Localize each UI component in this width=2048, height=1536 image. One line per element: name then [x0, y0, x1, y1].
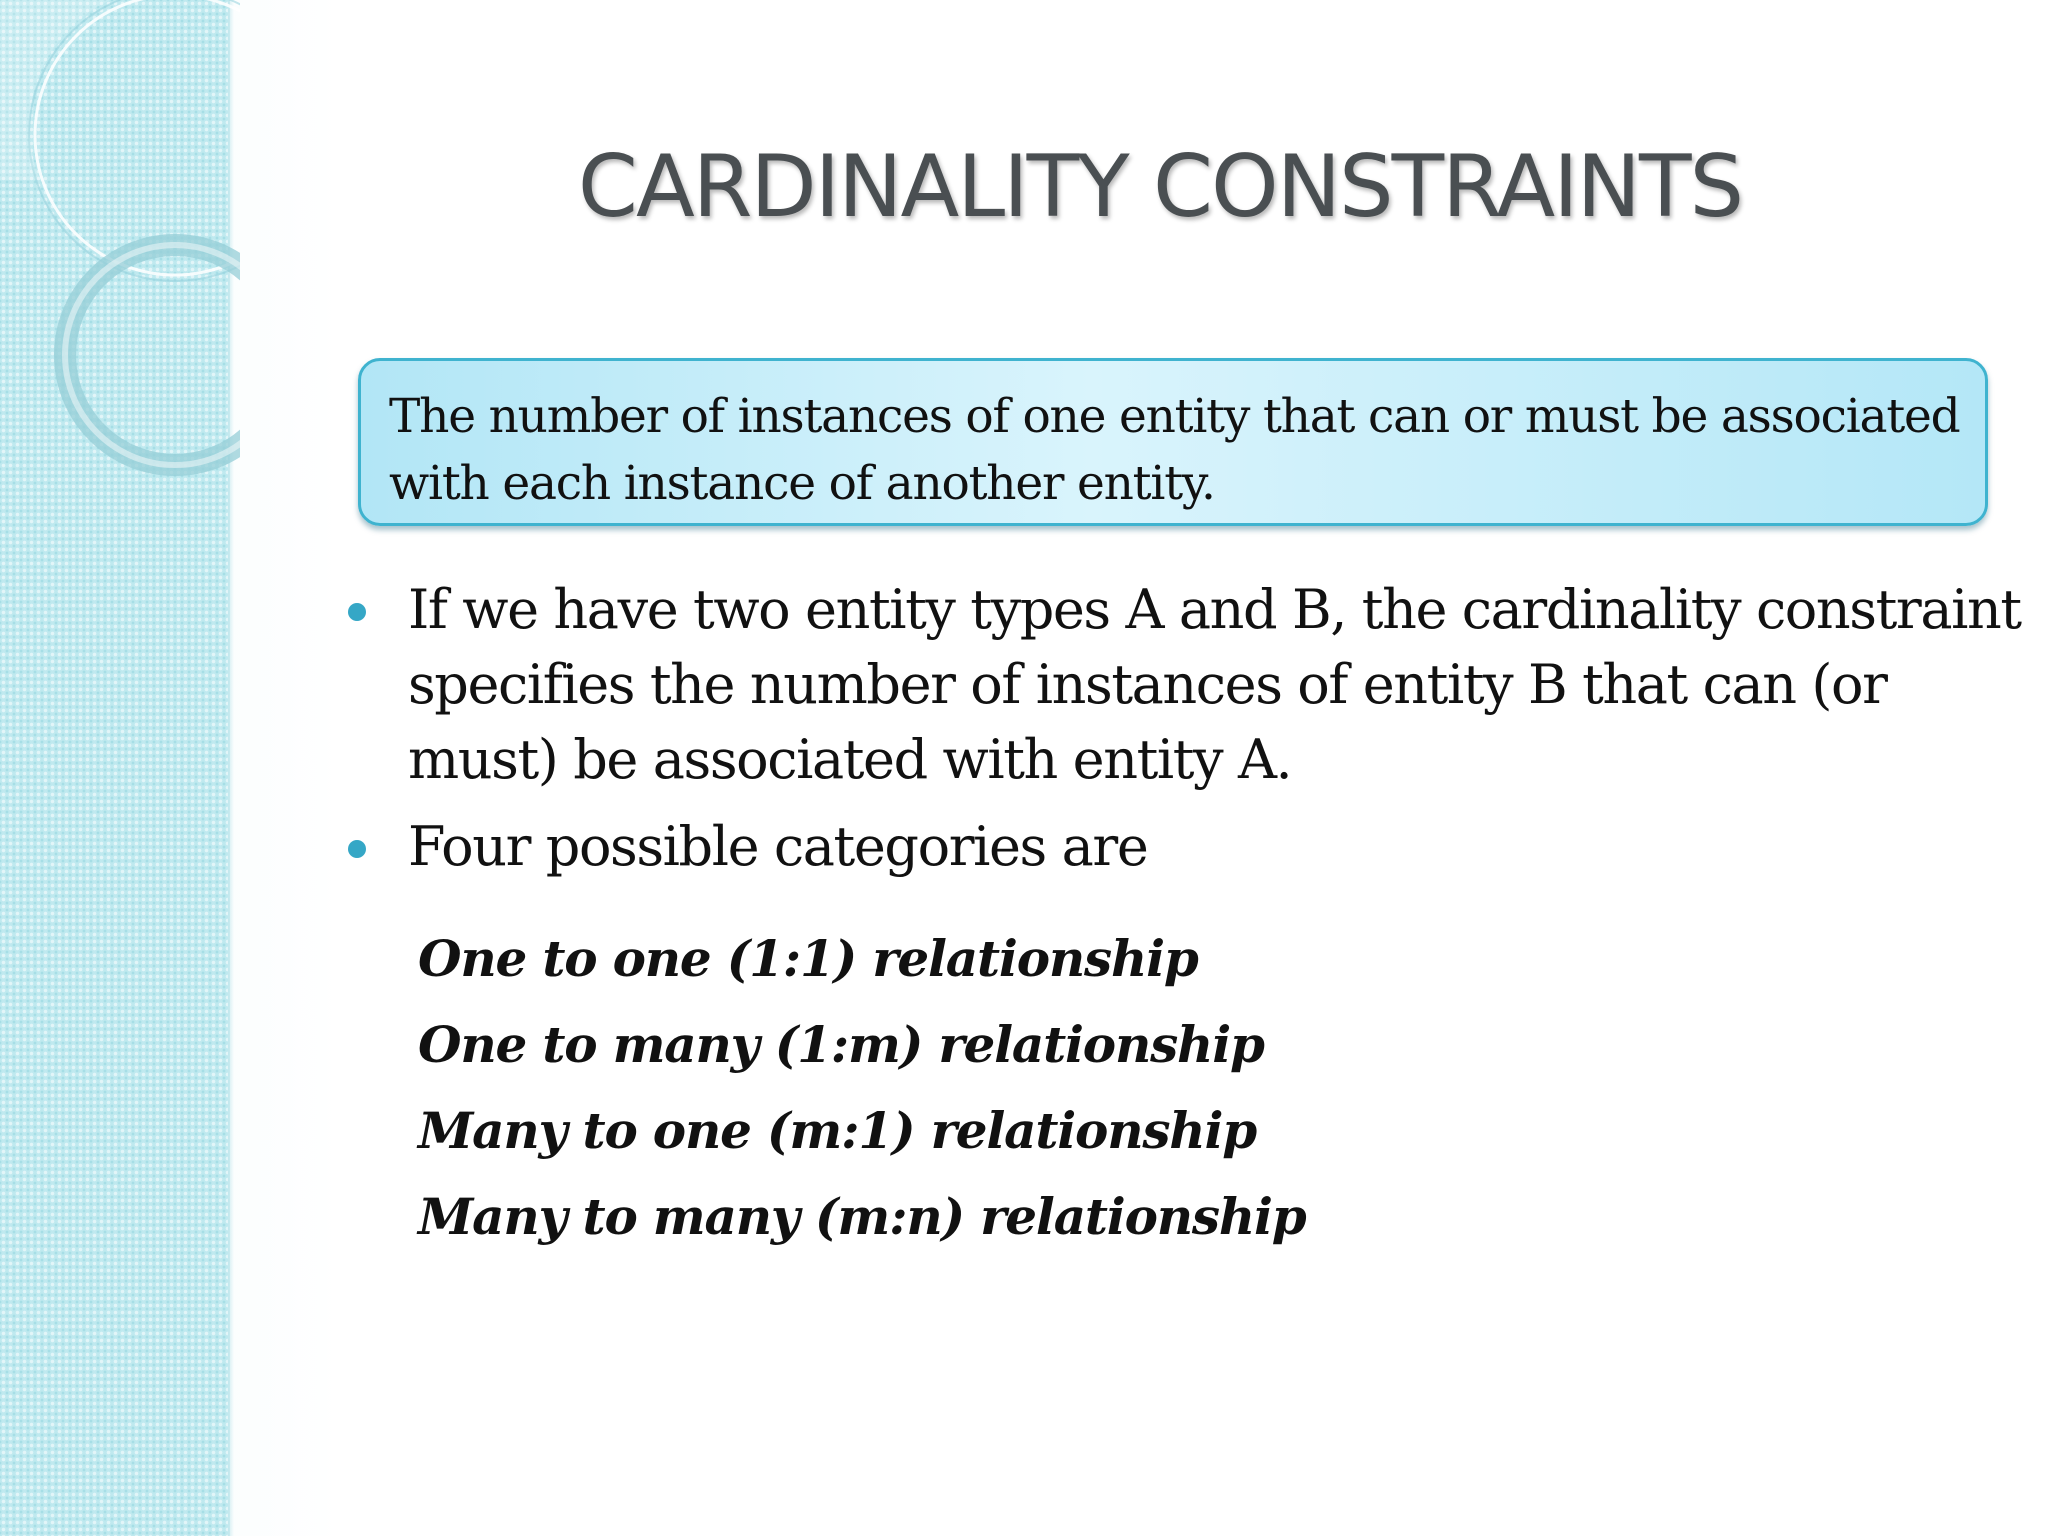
bullet-text: If we have two entity types A and B, the cardinality constraint specifies the number of instances of entity B that can (or must) be associated with entity A. [408, 578, 2021, 791]
category-item: Many to one (m:1) relationship [418, 1101, 1256, 1160]
slide-title: CARDINALITY CONSTRAINTS [577, 137, 1743, 237]
bullet-list [344, 572, 2024, 896]
category-item: One to many (1:m) relationship [418, 1015, 1264, 1074]
decorative-rings-icon [0, 0, 240, 520]
definition-box [358, 358, 1988, 526]
bullet-text: Four possible categories are [408, 815, 1148, 878]
category-list [418, 916, 1918, 1260]
bullet-item [344, 809, 2024, 884]
bullet-dot-icon [348, 840, 366, 858]
bullet-dot-icon [348, 603, 366, 621]
category-item: One to one (1:1) relationship [418, 929, 1198, 988]
definition-text: The number of instances of one entity that can or must be associated with each instance of another entity. [389, 389, 1960, 511]
category-item: Many to many (m:n) relationship [418, 1187, 1306, 1246]
bullet-item [344, 572, 2024, 797]
